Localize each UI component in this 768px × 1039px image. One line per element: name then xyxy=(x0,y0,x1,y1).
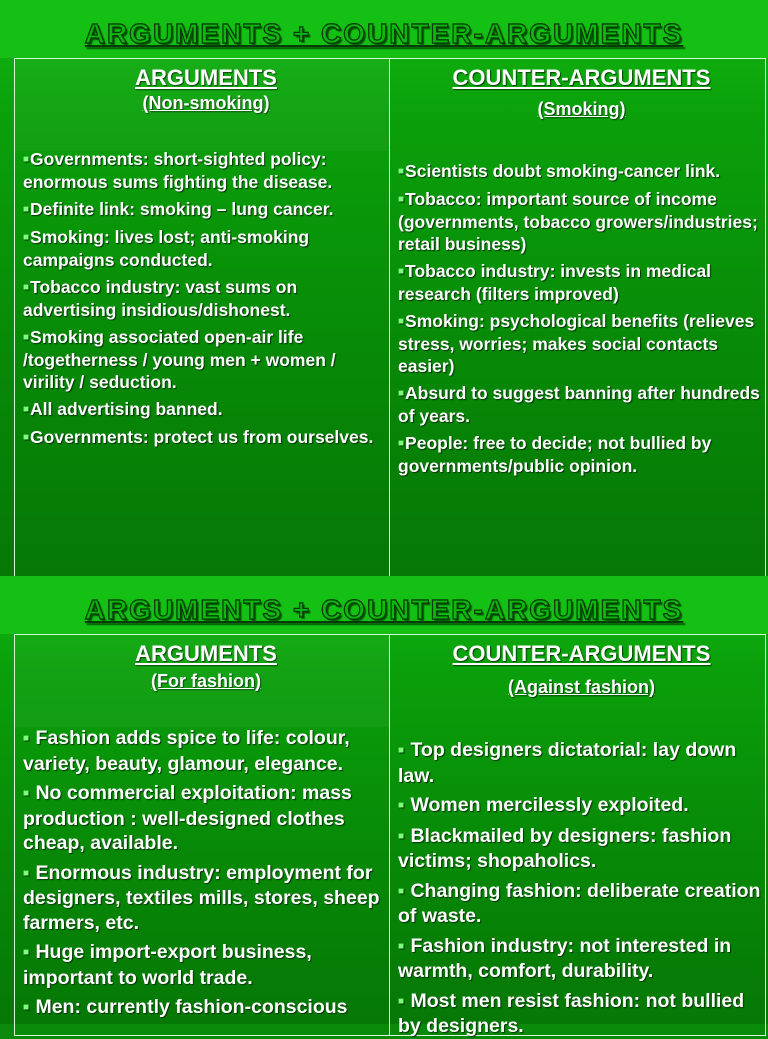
slide-title: ARGUMENTS + COUNTER-ARGUMENTS xyxy=(84,594,684,625)
list-item: ■People: free to decide; not bullied by governments/public opinion. xyxy=(398,433,712,476)
list-item: ■ Most men resist fashion: not bullied by designers. xyxy=(398,989,745,1037)
column-subheading: (Against fashion) xyxy=(508,677,655,697)
list-item: ■Smoking associated open-air life /togetherness / young men + women / virility / seduction. xyxy=(23,327,336,392)
list-item: ■Smoking: psychological benefits (relieves stress, worries; makes social contacts easier) xyxy=(398,311,755,376)
counter-argument-list xyxy=(398,738,765,1039)
column-heading: ARGUMENTS xyxy=(135,65,277,90)
bullet-icon: ■ xyxy=(398,830,405,842)
bullet-icon: ■ xyxy=(23,733,30,744)
bullet-icon: ■ xyxy=(23,332,30,343)
bullet-icon: ■ xyxy=(398,438,405,449)
list-item: ■Tobacco industry: vast sums on advertising insidious/dishonest. xyxy=(23,277,298,320)
bullet-icon: ■ xyxy=(398,940,405,952)
list-item: ■Tobacco: important source of income (governments, tobacco growers/industries; retail business) xyxy=(398,189,758,254)
list-item: ■ Women mercilessly exploited. xyxy=(398,794,689,816)
bullet-icon: ■ xyxy=(398,885,405,897)
bullet-icon: ■ xyxy=(398,995,405,1007)
list-item: ■Governments: short-sighted policy: enormous sums fighting the disease. xyxy=(23,149,333,192)
bullet-icon: ■ xyxy=(23,232,30,243)
list-item: ■Governments: protect us from ourselves. xyxy=(23,427,374,447)
list-item: ■ Changing fashion: deliberate creation of waste. xyxy=(398,879,761,927)
column-heading: ARGUMENTS xyxy=(135,641,277,666)
bullet-icon: ■ xyxy=(398,388,405,399)
list-item: ■ Blackmailed by designers: fashion victims; shopaholics. xyxy=(398,824,732,872)
bullet-icon: ■ xyxy=(23,1002,30,1013)
bullet-icon: ■ xyxy=(23,867,30,879)
counter-arguments-column xyxy=(390,59,765,579)
arguments-table xyxy=(14,58,766,580)
list-item: ■ Fashion adds spice to life: colour, variety, beauty, glamour, elegance. xyxy=(23,727,350,775)
list-item: ■ Top designers dictatorial: lay down law. xyxy=(398,739,737,787)
column-subheading: (Non-smoking) xyxy=(142,93,270,113)
bullet-icon: ■ xyxy=(398,166,405,177)
list-item: ■All advertising banned. xyxy=(23,399,223,419)
list-item: ■ No commercial exploitation: mass production : well-designed clothes cheap, available. xyxy=(23,782,352,854)
bullet-icon: ■ xyxy=(23,788,30,799)
list-item: ■ Huge import-export business, important to world trade. xyxy=(23,941,312,989)
bullet-icon: ■ xyxy=(23,947,30,958)
column-subheading: (Smoking) xyxy=(537,99,626,119)
bullet-icon: ■ xyxy=(23,432,30,443)
list-item: ■ Fashion industry: not interested in warmth, comfort, durability. xyxy=(398,934,732,982)
counter-arguments-column xyxy=(390,635,765,1035)
bullet-icon: ■ xyxy=(398,266,405,277)
bullet-icon: ■ xyxy=(23,154,30,165)
bullet-icon: ■ xyxy=(23,204,30,215)
column-heading: COUNTER-ARGUMENTS xyxy=(452,641,711,666)
bullet-icon: ■ xyxy=(23,404,30,415)
bullet-icon: ■ xyxy=(398,745,405,756)
column-heading: COUNTER-ARGUMENTS xyxy=(452,65,711,90)
slide-title: ARGUMENTS + COUNTER-ARGUMENTS xyxy=(84,18,684,49)
list-item: ■Scientists doubt smoking-cancer link. xyxy=(398,161,721,181)
argument-list xyxy=(23,726,389,1021)
arguments-column xyxy=(15,635,390,1035)
counter-argument-list xyxy=(398,160,765,477)
slide-fashion xyxy=(0,576,768,1037)
argument-list xyxy=(23,148,389,449)
bullet-icon: ■ xyxy=(398,800,405,811)
bullet-icon: ■ xyxy=(23,282,30,293)
arguments-table xyxy=(14,634,766,1036)
list-item: ■ Enormous industry: employment for designers, textiles mills, stores, sheep farmers, etc. xyxy=(23,861,380,934)
bullet-icon: ■ xyxy=(398,194,405,205)
list-item: ■Tobacco industry: invests in medical research (filters improved) xyxy=(398,261,712,304)
list-item: ■Absurd to suggest banning after hundreds of years. xyxy=(398,383,760,426)
column-subheading: (For fashion) xyxy=(151,671,261,691)
arguments-column xyxy=(15,59,390,579)
list-item: ■ Men: currently fashion-conscious xyxy=(23,996,348,1018)
list-item: ■Smoking: lives lost; anti-smoking campaigns conducted. xyxy=(23,227,310,270)
list-item: ■Definite link: smoking – lung cancer. xyxy=(23,199,334,219)
bullet-icon: ■ xyxy=(398,316,405,327)
